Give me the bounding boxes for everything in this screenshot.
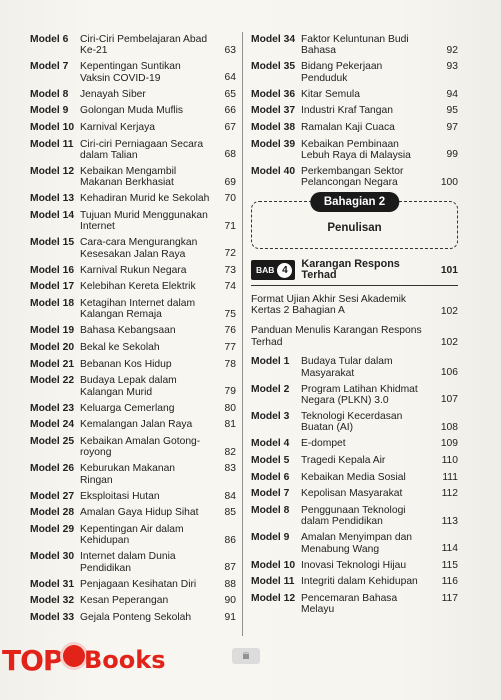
toc-entry-label: Model 40	[251, 166, 296, 177]
toc-entry-title: Budaya Tular dalam Masyarakat	[301, 356, 393, 379]
toc-entry-page: 116	[441, 576, 458, 588]
toc-entry[interactable]	[30, 595, 236, 607]
toc-entry-title: Jenayah Siber	[80, 88, 146, 100]
toc-entry-page: 115	[441, 559, 458, 571]
toc-entry-title: Kebaikan Media Sosial	[301, 471, 406, 483]
toc-entry-page: 64	[224, 72, 236, 84]
toc-entry-title: Kemalangan Jalan Raya	[80, 419, 193, 431]
toc-entry-page: 109	[440, 438, 458, 450]
toc-entry-page: 65	[224, 88, 236, 100]
toc-entry-title: Ketagihan Internet dalam Kalangan Remaja	[80, 298, 196, 321]
toc-entry-page: 114	[441, 543, 458, 554]
toc-entry-page: 85	[224, 507, 236, 519]
toc-entry-page: 99	[446, 149, 458, 161]
toc-entry-label: Model 28	[30, 507, 75, 519]
toc-entry-page: 66	[224, 105, 236, 117]
toc-entry[interactable]	[251, 325, 458, 348]
toc-entry-title: Budaya Lepak dalam Kalangan Murid	[80, 375, 177, 398]
toc-entry[interactable]	[251, 455, 458, 467]
toc-entry[interactable]	[30, 612, 236, 624]
toc-entry-title: Perkembangan Sektor Pelancongan Negara	[301, 166, 404, 189]
toc-entry-label: Model 35	[251, 61, 296, 73]
toc-entry[interactable]	[30, 61, 236, 84]
toc-entry-page: 73	[224, 264, 236, 276]
toc-entry-label: Model 29	[30, 523, 75, 535]
toc-entry[interactable]	[251, 34, 458, 57]
logo-text-books: Books	[84, 646, 166, 674]
toc-entry-page: 100	[440, 176, 458, 188]
logo-circle-icon	[63, 645, 85, 667]
toc-entry-label: Model 19	[30, 325, 75, 337]
toc-entry[interactable]	[30, 89, 236, 101]
toc-entry[interactable]	[251, 122, 458, 134]
toc-entry-label: Model 23	[30, 402, 75, 414]
toc-entry-label: Model 5	[251, 455, 290, 466]
toc-entry[interactable]	[30, 359, 236, 371]
toc-entry-page: 87	[224, 562, 236, 573]
toc-entry-label: Model 2	[251, 383, 290, 395]
toc-entry-label: Model 8	[30, 88, 69, 100]
toc-entry-title: Amalan Menyimpan dan Menabung Wang	[301, 532, 413, 555]
toc-entry-page: 94	[446, 88, 458, 100]
toc-entry-page: 86	[224, 534, 236, 546]
toc-entry[interactable]	[30, 491, 236, 503]
toc-entry[interactable]	[30, 105, 236, 117]
toc-entry-title: Keluarga Cemerlang	[80, 402, 175, 414]
toc-entry[interactable]	[30, 34, 236, 57]
toc-entry[interactable]	[30, 375, 236, 398]
toc-entry-page: 74	[224, 281, 236, 293]
toc-entry-page: 84	[224, 490, 236, 502]
chapter-heading[interactable]	[251, 259, 458, 286]
toc-entry-label: Model 32	[30, 595, 75, 607]
toc-entry-label: Model 4	[251, 438, 290, 450]
toc-entry[interactable]	[251, 294, 458, 317]
toc-entry-label: Model 10	[251, 559, 296, 571]
toc-entry-page: 110	[441, 455, 458, 466]
toc-entry-label: Model 11	[251, 576, 295, 588]
toc-entry-page: 72	[224, 248, 236, 260]
toc-entry-label: Model 11	[30, 138, 74, 150]
toc-entry-label: Model 15	[30, 237, 75, 249]
toc-entry-label: Model 3	[251, 411, 290, 422]
toc-entry-label: Model 10	[30, 122, 75, 133]
toc-entry-label: Model 17	[30, 281, 75, 293]
toc-entry-label: Model 14	[30, 210, 75, 221]
toc-entry[interactable]	[30, 265, 236, 277]
toc-entry-title: Kebaikan Amalan Gotong-royong	[80, 435, 201, 459]
toc-entry-label: Model 39	[251, 138, 296, 150]
toc-entry-page: 78	[224, 358, 236, 370]
toc-entry-title: Tragedi Kepala Air	[301, 455, 386, 466]
toc-entry-title: Bidang Pekerjaan Penduduk	[301, 61, 383, 84]
toc-entry-page: 63	[224, 44, 236, 56]
toc-entry-title: Bebanan Kos Hidup	[80, 358, 172, 370]
toc-entry-title: Kesan Peperangan	[80, 595, 169, 607]
toc-entry[interactable]	[251, 356, 458, 379]
toc-entry-label: Model 6	[251, 471, 290, 483]
toc-entry-title: Pencemaran Bahasa Melayu	[301, 592, 398, 616]
toc-entry[interactable]	[30, 403, 236, 415]
toc-entry-page: 81	[224, 419, 236, 431]
toc-entry-label: Model 34	[251, 34, 296, 45]
toc-entry-title: Industri Kraf Tangan	[301, 105, 393, 117]
toc-entry[interactable]	[30, 551, 236, 574]
toc-entry[interactable]	[30, 325, 236, 337]
toc-entry-title: Ciri-Ciri Pembelajaran Abad Ke-21	[80, 34, 208, 57]
toc-entry[interactable]	[30, 507, 236, 519]
toc-entry-title: Format Ujian Akhir Sesi Akademik Kertas 2 Bahagian A	[251, 293, 407, 317]
toc-entry-label: Model 24	[30, 419, 75, 431]
toc-entry-label: Model 36	[251, 88, 296, 100]
toc-entry-page: 111	[442, 471, 458, 483]
toc-entry[interactable]	[30, 579, 236, 591]
toc-entry-title: Ramalan Kaji Cuaca	[301, 122, 395, 133]
toc-entry-page: 102	[440, 306, 458, 317]
toc-entry-page: 106	[440, 367, 458, 378]
toc-entry[interactable]	[251, 576, 458, 588]
toc-entry-label: Model 21	[30, 358, 75, 370]
toc-entry[interactable]	[251, 505, 458, 528]
toc-entry-title: Kepentingan Suntikan Vaksin COVID-19	[80, 61, 181, 84]
toc-entry-page: 93	[446, 61, 458, 73]
toc-entry-label: Model 31	[30, 578, 75, 590]
toc-entry[interactable]	[251, 139, 458, 162]
toc-entry-label: Model 7	[251, 488, 290, 500]
toc-entry-label: Model 26	[30, 463, 75, 475]
toc-entry-label: Model 12	[30, 166, 75, 177]
toc-entry-label: Model 22	[30, 375, 75, 387]
toc-entry-title: Keburukan Makanan Ringan	[80, 463, 176, 486]
toc-entry-page: 108	[440, 421, 458, 433]
toc-entry[interactable]	[251, 593, 458, 616]
toc-entry-label: Model 9	[30, 105, 69, 117]
chapter-page: 101	[440, 264, 458, 276]
toc-entry-label: Model 37	[251, 105, 296, 117]
toc-entry[interactable]	[251, 166, 458, 189]
toc-entry-title: Inovasi Teknologi Hijau	[301, 559, 407, 571]
toc-entry-title: Karnival Rukun Negara	[80, 264, 187, 276]
toc-entry[interactable]	[30, 166, 236, 189]
toc-entry[interactable]	[30, 139, 236, 162]
toc-entry[interactable]	[251, 438, 458, 450]
toc-entry[interactable]	[30, 463, 236, 486]
toc-entry-title: Amalan Gaya Hidup Sihat	[80, 507, 199, 519]
toc-entry[interactable]	[251, 411, 458, 434]
toc-entry[interactable]	[30, 524, 236, 547]
toc-entry-label: Model 13	[30, 193, 75, 205]
toc-entry-title: Kebaikan Mengambil Makanan Berkhasiat	[80, 166, 177, 189]
toc-entry[interactable]	[251, 560, 458, 572]
toc-entry[interactable]	[30, 210, 236, 233]
chapter-number: 4	[277, 263, 292, 278]
toc-entry-label: Model 27	[30, 490, 75, 502]
toc-entry-title: Teknologi Kecerdasan Buatan (AI)	[301, 411, 403, 434]
toc-entry-label: Model 18	[30, 298, 75, 309]
section-box	[251, 195, 458, 249]
toc-entry[interactable]	[251, 488, 458, 500]
toc-entry-label: Model 12	[251, 592, 296, 604]
toc-entry-title: Bahasa Kebangsaan	[80, 325, 176, 337]
toc-entry-title: Gejala Ponteng Sekolah	[80, 611, 192, 623]
toc-entry[interactable]	[30, 436, 236, 459]
toc-entry-page: 102	[440, 337, 458, 349]
toc-entry-page: 91	[224, 611, 236, 623]
toc-entry-title: Karnival Kerjaya	[80, 122, 155, 133]
toc-entry-title: Eksploitasi Hutan	[80, 490, 160, 502]
column-divider	[242, 32, 243, 636]
toc-entry-label: Model 9	[251, 532, 290, 544]
toc-entry-title: Tujuan Murid Menggunakan Internet	[80, 210, 208, 233]
toc-entry-page: 67	[224, 122, 236, 133]
toc-entry-page: 113	[441, 515, 458, 527]
toc-entry[interactable]	[30, 193, 236, 205]
toc-left-column	[30, 34, 236, 628]
toc-entry-label: Model 7	[30, 61, 69, 73]
toc-entry-label: Model 8	[251, 504, 290, 516]
toc-entry-label: Model 16	[30, 264, 75, 276]
toc-entry[interactable]	[251, 61, 458, 84]
toc-entry-page: 69	[224, 176, 236, 188]
toc-entry-label: Model 33	[30, 611, 75, 623]
toc-entry[interactable]	[30, 122, 236, 134]
toc-entry-title: Cara-cara Mengurangkan Kesesakan Jalan Raya	[80, 237, 198, 260]
toc-entry-label: Model 1	[251, 356, 290, 368]
toc-entry-title: Program Latihan Khidmat Negara (PLKN) 3.0	[301, 383, 418, 406]
toc-entry-page: 92	[446, 44, 458, 56]
toc-entry-page: 117	[441, 592, 458, 604]
toc-entry[interactable]	[30, 298, 236, 321]
logo-text-top: TOP	[2, 644, 63, 677]
page-number: iii	[232, 648, 260, 664]
chapter-tag	[251, 260, 295, 280]
toc-entry-title: Ciri-ciri Perniagaan Secara dalam Talian	[80, 138, 204, 161]
toc-entry-title: Internet dalam Dunia Pendidikan	[80, 551, 176, 574]
toc-entry-page: 77	[224, 342, 236, 353]
toc-entry-label: Model 25	[30, 435, 75, 447]
toc-entry-page: 90	[224, 595, 236, 607]
toc-entry-label: Model 20	[30, 342, 75, 353]
toc-entry-title: Kepentingan Air dalam Kehidupan	[80, 523, 184, 547]
toc-entry-title: Penggunaan Teknologi dalam Pendidikan	[301, 504, 406, 528]
toc-entry-title: Kepolisan Masyarakat	[301, 488, 403, 500]
toc-entry-title: Bekal ke Sekolah	[80, 342, 160, 353]
toc-entry[interactable]	[251, 472, 458, 484]
topbooks-logo	[0, 630, 186, 690]
toc-entry[interactable]	[30, 419, 236, 431]
toc-entry-page: 82	[224, 446, 236, 458]
toc-entry[interactable]	[30, 342, 236, 354]
toc-entry-page: 88	[224, 578, 236, 590]
toc-entry[interactable]	[251, 89, 458, 101]
toc-entry-title: Penjagaan Kesihatan Diri	[80, 578, 197, 590]
toc-entry-page: 83	[224, 463, 236, 475]
toc-entry-page: 75	[224, 308, 236, 320]
toc-entry-title: Kelebihan Kereta Elektrik	[80, 281, 196, 293]
chapter-tag-label: BAB	[256, 265, 275, 276]
toc-entry-title: Faktor Keluntunan Budi Bahasa	[301, 34, 409, 57]
toc-entry-title: E-dompet	[301, 438, 346, 450]
toc-entry-label: Model 6	[30, 34, 69, 45]
toc-entry-title: Integriti dalam Kehidupan	[301, 576, 418, 588]
toc-entry-page: 80	[224, 402, 236, 414]
toc-entry-page: 79	[224, 386, 236, 397]
toc-entry-page: 76	[224, 325, 236, 337]
toc-entry-label: Model 30	[30, 551, 75, 563]
section-pill: Bahagian 2	[310, 192, 399, 212]
toc-entry-title: Panduan Menulis Karangan Respons Terhad	[251, 325, 422, 348]
toc-entry[interactable]	[251, 532, 458, 555]
toc-right-column	[251, 34, 458, 620]
toc-entry-page: 71	[224, 220, 236, 232]
toc-entry-title: Kebaikan Pembinaan Lebuh Raya di Malaysia	[301, 138, 411, 161]
toc-entry-title: Golongan Muda Muflis	[80, 105, 184, 117]
toc-entry-page: 107	[440, 394, 458, 406]
toc-entry-page: 68	[224, 149, 236, 161]
chapter-title: Karangan Respons Terhad	[301, 257, 400, 282]
toc-entry-page: 70	[224, 193, 236, 205]
toc-entry-page: 112	[441, 488, 458, 500]
toc-entry[interactable]	[251, 105, 458, 117]
toc-entry-title: Kehadiran Murid ke Sekolah	[80, 193, 210, 205]
toc-entry[interactable]	[30, 281, 236, 293]
toc-entry-page: 97	[446, 122, 458, 133]
section-subtitle: Penulisan	[327, 221, 382, 234]
toc-entry[interactable]	[251, 384, 458, 407]
toc-entry-title: Kitar Semula	[301, 88, 360, 100]
toc-entry-label: Model 38	[251, 122, 296, 133]
toc-entry-page: 95	[446, 105, 458, 117]
toc-entry[interactable]	[30, 237, 236, 260]
